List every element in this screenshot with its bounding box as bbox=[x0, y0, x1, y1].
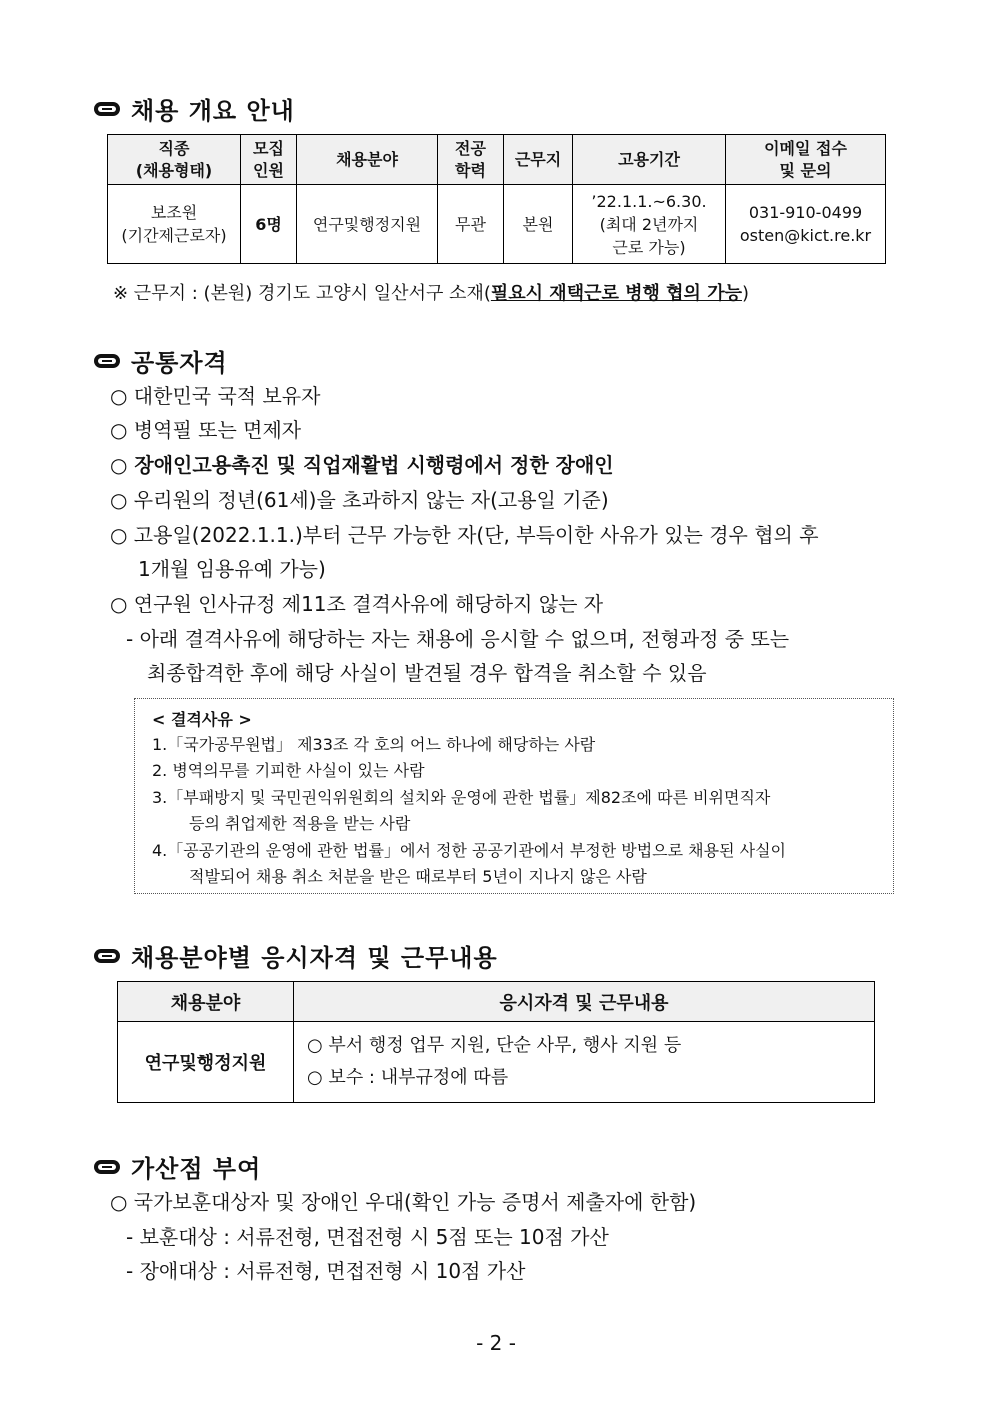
header-field: 채용분야 bbox=[297, 135, 438, 185]
list-item: ○ 우리원의 정년(61세)을 초과하지 않는 자(고용일 기준) bbox=[110, 488, 609, 512]
cell-field: 연구및행정지원 bbox=[118, 1022, 294, 1103]
link-icon bbox=[93, 947, 121, 965]
section-title-field-qualifications: 채용분야별 응시자격 및 근무내용 bbox=[93, 938, 498, 973]
box-item: 3.「부패방지 및 국민권익위원회의 설치와 운영에 관한 법률」제82조에 따른 비위면직자 bbox=[152, 788, 771, 807]
link-icon bbox=[93, 352, 121, 370]
cell-content bbox=[294, 1022, 875, 1103]
box-item: 2. 병역의무를 기피한 사실이 있는 사람 bbox=[152, 761, 425, 780]
box-item: 등의 취업제한 적용을 받는 사람 bbox=[189, 814, 411, 833]
list-item: - 장애대상 : 서류전형, 면접전형 시 10점 가산 bbox=[126, 1259, 526, 1283]
content-item: ○ 부서 행정 업무 지원, 단순 사무, 행사 지원 등 bbox=[307, 1035, 682, 1056]
location-note: ※ 근무지 : (본원) 경기도 고양시 일산서구 소재(필요시 재택근로 병행 협의 가능) bbox=[113, 283, 750, 304]
list-item: - 아래 결격사유에 해당하는 자는 채용에 응시할 수 없으며, 전형과정 중 또는 bbox=[126, 627, 790, 651]
link-icon bbox=[93, 100, 121, 118]
disqualification-box bbox=[134, 698, 894, 894]
section-title-qualifications: 공통자격 bbox=[93, 343, 228, 378]
header-content: 응시자격 및 근무내용 bbox=[294, 982, 875, 1022]
list-item: ○ 병역필 또는 면제자 bbox=[110, 418, 302, 442]
box-item: 1.「국가공무원법」 제33조 각 호의 어느 하나에 해당하는 사람 bbox=[152, 735, 596, 754]
cell-education: 무관 bbox=[438, 185, 504, 264]
list-item: 1개월 임용유예 가능) bbox=[138, 557, 326, 581]
cell-period: ’22.1.1.~6.30. (최대 2년까지 근로 가능) bbox=[573, 185, 726, 264]
section-title-overview: 채용 개요 안내 bbox=[93, 91, 295, 126]
cell-field: 연구및행정지원 bbox=[297, 185, 438, 264]
content-item: ○ 보수 : 내부규정에 따름 bbox=[307, 1067, 509, 1088]
cell-count: 6명 bbox=[241, 185, 297, 264]
box-title: < 결격사유 > bbox=[152, 710, 252, 729]
table-row bbox=[108, 185, 886, 264]
overview-table bbox=[107, 134, 886, 264]
header-count: 모집 인원 bbox=[241, 135, 297, 185]
list-item: - 보훈대상 : 서류전형, 면접전형 시 5점 또는 10점 가산 bbox=[126, 1225, 609, 1249]
link-icon bbox=[93, 1158, 121, 1176]
header-contact: 이메일 접수 및 문의 bbox=[726, 135, 886, 185]
list-item: ○ 연구원 인사규정 제11조 결격사유에 해당하지 않는 자 bbox=[110, 592, 604, 616]
cell-job: 보조원 (기간제근로자) bbox=[108, 185, 241, 264]
header-location: 근무지 bbox=[504, 135, 573, 185]
cell-location: 본원 bbox=[504, 185, 573, 264]
header-education: 전공 학력 bbox=[438, 135, 504, 185]
cell-contact: 031-910-0499 osten@kict.re.kr bbox=[726, 185, 886, 264]
page-number: - 2 - bbox=[476, 1331, 516, 1355]
box-item: 4.「공공기관의 운영에 관한 법률」에서 정한 공공기관에서 부정한 방법으로 채용된 사실이 bbox=[152, 841, 786, 860]
box-item: 적발되어 채용 취소 처분을 받은 때로부터 5년이 지나지 않은 사람 bbox=[189, 867, 647, 886]
header-period: 고용기간 bbox=[573, 135, 726, 185]
section-title-bonus-points: 가산점 부여 bbox=[93, 1149, 261, 1184]
list-item: 최종합격한 후에 해당 사실이 발견될 경우 합격을 취소할 수 있음 bbox=[147, 661, 707, 685]
header-job: 직종 (채용형태) bbox=[108, 135, 241, 185]
list-item: ○ 장애인고용촉진 및 직업재활법 시행령에서 정한 장애인 bbox=[110, 453, 614, 477]
header-field: 채용분야 bbox=[118, 982, 294, 1022]
field-table bbox=[117, 981, 875, 1103]
note-emphasis: 필요시 재택근로 병행 협의 가능 bbox=[490, 283, 742, 304]
list-item: ○ 고용일(2022.1.1.)부터 근무 가능한 자(단, 부득이한 사유가 있는 경우 협의 후 bbox=[110, 523, 819, 547]
table-row bbox=[118, 1022, 875, 1103]
list-item: ○ 국가보훈대상자 및 장애인 우대(확인 가능 증명서 제출자에 한함) bbox=[110, 1190, 697, 1214]
list-item: ○ 대한민국 국적 보유자 bbox=[110, 384, 321, 408]
